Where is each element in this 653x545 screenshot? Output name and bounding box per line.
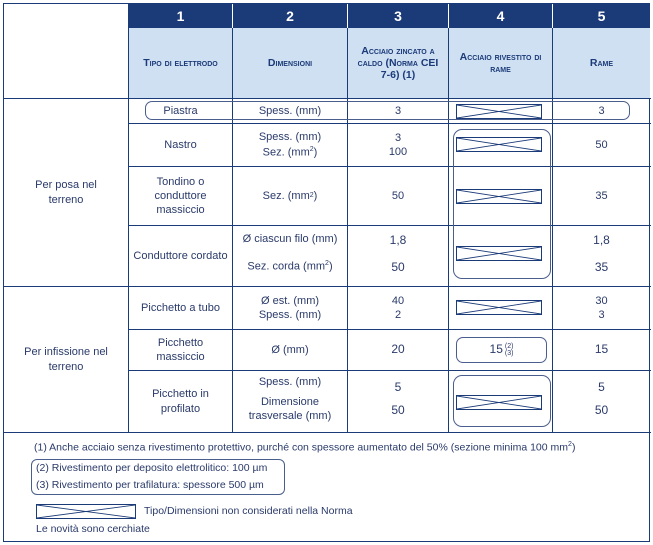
row-tondino-tipo: Tondino o conduttore massiccio: [154, 175, 207, 217]
legend-novita-label: Le novità sono cerchiate: [36, 523, 150, 535]
row-piastra-tipo: Piastra: [163, 104, 198, 117]
header-number-4: 4: [449, 4, 552, 28]
grid-line: [347, 28, 348, 432]
row-profilato-dim1: Spess. (mm): [258, 376, 322, 388]
row-nastro-zinc2: 100: [388, 146, 408, 158]
row-cordato-dim1: Ø ciascun filo (mm): [242, 233, 338, 245]
row-nastro-zincato: [348, 124, 448, 166]
row-massiccio-dimensioni: Ø (mm): [271, 343, 309, 356]
footnote-2: (2) Rivestimento per deposito elettrolitico: 100 µm: [36, 462, 268, 474]
header-number-3: 3: [348, 4, 448, 28]
grid-line: [232, 28, 233, 432]
grid-line: [448, 28, 449, 432]
not-considered-box: [456, 246, 542, 261]
header-tipo: Tipo di elettrodo: [129, 28, 232, 98]
row-tubo-zinc1: 40: [391, 294, 405, 307]
row-profilato-zinc2: 50: [391, 403, 405, 417]
group-per-infissione-nel-terreno: Per infissione nel terreno: [24, 346, 108, 373]
row-tondino-zincato: 50: [391, 189, 405, 202]
row-cordato-rame1: 1,8: [593, 233, 610, 247]
row-tubo-zinc2: 2: [394, 309, 402, 321]
row-cordato-rame2: 35: [594, 260, 609, 274]
grid-line: [552, 28, 553, 432]
row-tubo-rame2: 3: [598, 309, 605, 321]
row-nastro-dimensioni: [233, 124, 347, 166]
row-profilato-rame2: 50: [594, 403, 609, 417]
legend-not-considered-label: Tipo/Dimensioni non considerati nella Norma: [144, 505, 353, 517]
row-cordato-dim2: Sez. corda $(mm^2)$: [247, 260, 333, 273]
legend-not-considered-box: [36, 504, 136, 519]
footnote-ref-2: (2): [504, 343, 514, 350]
row-profilato-tipo: Picchetto in profilato: [152, 388, 209, 415]
row-nastro-dim1: Spess. (mm): [258, 131, 322, 144]
header-acciaio-zincato: Acciaio zincato a caldo (Norma CEI 7-6) (1): [348, 28, 448, 98]
row-cordato-tipo: Conduttore cordato: [133, 249, 228, 262]
row-tubo-dimensioni: [233, 287, 347, 329]
footnote-1: (1) Anche acciaio senza rivestimento protettivo, purché con spessore aumentato del 50% (sezione minima 100 $mm^2$): [34, 441, 576, 454]
row-profilato-dim2: Dimensione trasversale (mm): [248, 396, 332, 422]
row-massiccio-zincato: 20: [391, 342, 405, 357]
not-considered-box: [456, 300, 542, 315]
row-nastro-rame: 50: [595, 138, 608, 151]
row-piastra-zincato: 3: [394, 104, 402, 117]
row-tubo-zincato: [348, 287, 448, 329]
row-tondino-dimensioni: Sez. (mm 2 ): [262, 189, 318, 202]
header-number-2: 2: [233, 4, 347, 28]
header-number-5: 5: [553, 4, 650, 28]
not-considered-box: [456, 104, 542, 119]
row-massiccio-rame: 15: [594, 342, 609, 357]
row-profilato-zinc1: 5: [394, 380, 402, 394]
not-considered-box: [456, 189, 542, 204]
row-tubo-rame: [553, 287, 650, 329]
grid-line: [128, 4, 129, 432]
row-tubo-dim1: Ø est. (mm): [260, 294, 320, 307]
row-profilato-rame1: 5: [598, 380, 605, 394]
row-tondino-rame: 35: [595, 189, 608, 202]
row-piastra-dimensioni: Spess. (mm): [258, 104, 322, 117]
row-tubo-dim2: Spess. (mm): [258, 309, 322, 321]
row-nastro-dim2: Sez. $(mm^2)$: [262, 145, 318, 159]
group-per-posa-nel-terreno: Per posa nel terreno: [35, 179, 97, 206]
not-considered-box: [456, 137, 542, 152]
footnote-3: (3) Rivestimento per trafilatura: spessore 500 µm: [36, 479, 264, 491]
row-massiccio-rivestito-value: 15: [489, 342, 503, 357]
grid-line: [4, 432, 651, 433]
row-cordato-zinc2: 50: [391, 260, 405, 274]
footnote-ref-3: (3): [504, 350, 514, 357]
header-dimensioni: Dimensioni: [233, 28, 347, 98]
row-tubo-rame1: 30: [595, 294, 608, 307]
row-massiccio-tipo: Picchetto massiccio: [156, 336, 205, 363]
row-tubo-tipo: Picchetto a tubo: [141, 301, 220, 314]
row-cordato-zinc1: 1,8: [389, 233, 407, 247]
not-considered-box: [456, 395, 542, 410]
row-nastro-tipo: Nastro: [164, 138, 197, 151]
header-acciaio-rivestito: Acciaio rivestito di rame: [449, 28, 552, 98]
row-nastro-zinc1: 3: [394, 131, 402, 144]
header-rame: Rame: [553, 28, 650, 98]
row-piastra-rame: 3: [598, 104, 605, 117]
row-massiccio-rivestito: [456, 337, 547, 363]
header-number-1: 1: [129, 4, 232, 28]
electrode-table: [3, 3, 650, 542]
